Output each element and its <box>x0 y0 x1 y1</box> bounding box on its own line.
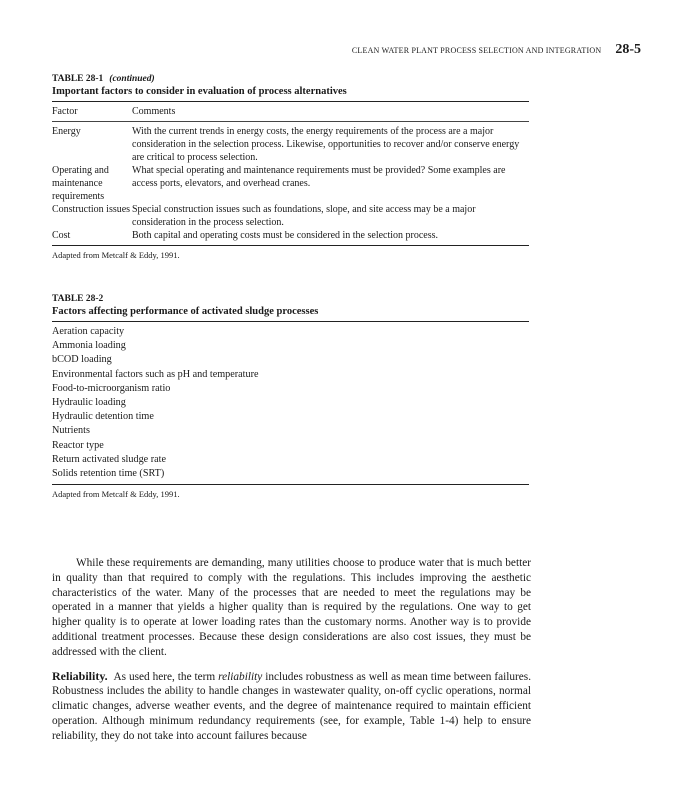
running-head <box>352 42 641 58</box>
table-body <box>52 122 529 245</box>
page-number: 28-5 <box>615 42 641 57</box>
factor-cell: Construction issues <box>52 204 131 215</box>
table-source-note: Adapted from Metcalf & Eddy, 1991. <box>52 250 180 260</box>
paragraph-text: As used here, the term <box>113 670 216 683</box>
comments-cell: With the current trends in energy costs, the energy requirements of the process are a major consideration in the selection process. Likewise, opportunities to recover and/or conserve energy are critical to process selection. <box>132 126 520 163</box>
list-item: Ammonia loading <box>52 340 126 352</box>
paragraph-text: includes robustness as well as mean time between failures. Robustness includes the ability to handle changes in wastewater quality, on-off cyclic operations, normal climatic changes, adverse weather events, and the degree of maintenance required to maintain efficient operation. Although minimum redundancy requirements (see, for example, Table 1-4) help to ensure reliability, they do not take into account failures because <box>52 670 532 742</box>
factor-cell: Cost <box>52 230 71 241</box>
table-label <box>52 73 529 85</box>
list-item: Solids retention time (SRT) <box>52 468 165 480</box>
list-item: bCOD loading <box>52 354 112 366</box>
paragraph: While these requirements are demanding, many utilities choose to produce water that is much better in quality than that required to comply with the regulations. This includes improving the aesthetic characteristics of the water. Many of the processes that are needed to meet the regulations may be operated in a manner that yields a higher quality than is required by the regulations. One way to get higher quality is to operate at lower loading rates than the customary norms. Another way is to provide additional treatment processes. Because these design considerations are also cost issues, they must be addressed with the client. <box>52 557 531 658</box>
table-row <box>52 229 529 242</box>
running-title: CLEAN WATER PLANT PROCESS SELECTION AND INTEGRATION <box>351 46 602 55</box>
list-item: Return activated sludge rate <box>52 453 166 465</box>
list-item: Aeration capacity <box>52 326 125 337</box>
list-item: Environmental factors such as pH and temperature <box>52 368 259 380</box>
table-title: Important factors to consider in evaluation of process alternatives <box>52 86 347 97</box>
comments-cell: Special construction issues such as foundations, slope, and site access may be a major consideration in the process selection. <box>132 204 476 228</box>
table-row <box>52 203 529 229</box>
table-row <box>52 164 529 203</box>
table-header-row <box>52 102 529 121</box>
factor-cell: Energy <box>52 126 81 137</box>
paragraph-heading: Reliability. <box>52 668 108 683</box>
body-text <box>52 556 531 744</box>
factor-list <box>52 322 529 484</box>
continued-note: (continued) <box>109 74 155 84</box>
column-header-comments: Comments <box>132 106 176 117</box>
table-number: TABLE 28-2 <box>52 294 104 304</box>
bottom-rule <box>52 245 529 246</box>
table-28-2 <box>52 293 529 500</box>
table-28-1 <box>52 73 529 261</box>
comments-cell: What special operating and maintenance requirements must be provided? Some examples are access ports, elevators, and overhead cranes. <box>132 165 506 189</box>
table-number: TABLE 28-1 <box>52 74 104 84</box>
paragraph-reliability <box>52 669 531 744</box>
column-header-factor: Factor <box>52 106 78 117</box>
table-row <box>52 125 529 164</box>
bottom-rule <box>52 484 529 485</box>
list-item: Hydraulic detention time <box>52 411 154 423</box>
list-item: Hydraulic loading <box>52 397 126 409</box>
table-source-note: Adapted from Metcalf & Eddy, 1991. <box>52 489 180 500</box>
comments-cell: Both capital and operating costs must be considered in the selection process. <box>132 230 439 241</box>
list-item: Food-to-microorganism ratio <box>52 382 171 394</box>
list-item: Nutrients <box>52 425 90 437</box>
list-item: Reactor type <box>52 439 104 451</box>
factor-cell: Operating and maintenance requirements <box>52 165 109 202</box>
italic-term: reliability <box>218 670 263 683</box>
table-title: Factors affecting performance of activated sludge processes <box>52 306 319 317</box>
